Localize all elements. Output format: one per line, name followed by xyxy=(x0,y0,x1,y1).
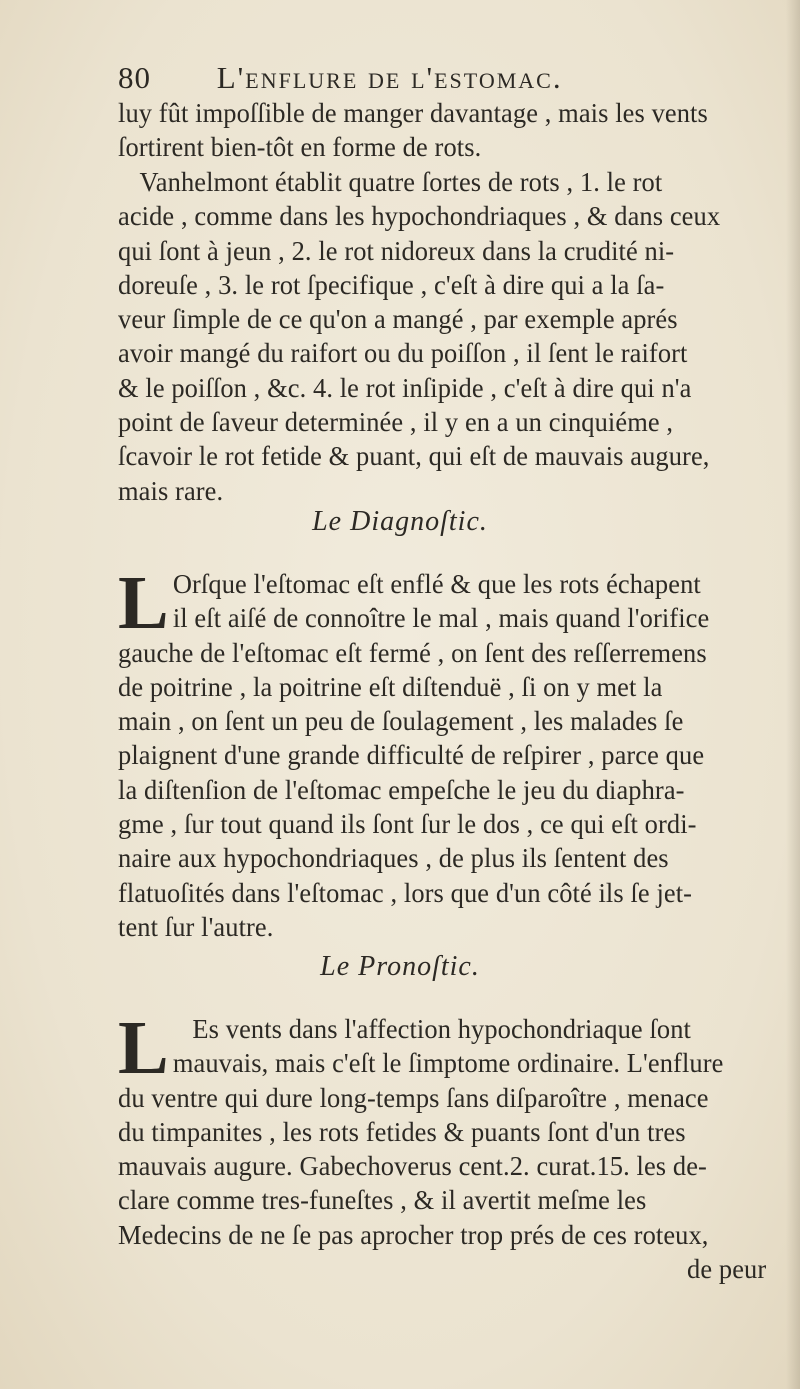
text-line: mauvais augure. Gabechoverus cent.2. curat.15. les de- xyxy=(118,1151,707,1182)
paragraph-continuation xyxy=(118,96,794,165)
text-line: mauvais, mais c'eſt le ſimptome ordinaire. L'enflure xyxy=(172,1048,724,1079)
drop-cap: L xyxy=(118,1006,169,1090)
text-line: & le poiſſon , &c. 4. le rot inſipide , c'eſt à dire qui n'a xyxy=(118,372,692,403)
text-line: main , on ſent un peu de ſoulagement , les malades ſe xyxy=(118,706,684,737)
text-line: Vanhelmont établit quatre ſortes de rots , 1. le rot xyxy=(139,167,663,197)
running-head xyxy=(118,58,758,98)
catchword: de peur xyxy=(687,1254,767,1285)
section-heading-diagnostic: Le Diagnoſtic. xyxy=(312,506,488,537)
text-line: naire aux hypochondriaques , de plus ils ſentent des xyxy=(118,843,669,874)
text-line: Es vents dans l'affection hypochondriaque ſont xyxy=(192,1014,691,1044)
text-line: clare comme tres-funeſtes , & il avertit meſme les xyxy=(118,1185,647,1216)
drop-cap: L xyxy=(118,561,169,645)
paragraph-rots xyxy=(118,165,794,508)
text-line: ſcavoir le rot fetide & puant, qui eſt de mauvais augure, xyxy=(118,441,710,472)
text-line: acide , comme dans les hypochondriaques , & dans ceux xyxy=(118,201,721,232)
text-line: il eſt aiſé de connoître le mal , mais quand l'orifice xyxy=(172,603,710,634)
text-line: ſortirent bien-tôt en forme de rots. xyxy=(118,132,482,163)
section-prognostic xyxy=(118,1006,794,1286)
text-line: tent ſur l'autre. xyxy=(118,911,274,942)
section-heading-prognostic: Le Pronoſtic. xyxy=(320,951,480,982)
text-line: doreuſe , 3. le rot ſpecifique , c'eſt à dire qui a la ſa- xyxy=(118,269,665,300)
text-line: gme , ſur tout quand ils ſont ſur le dos , ce qui eſt ordi- xyxy=(118,809,697,840)
text-line: mais rare. xyxy=(118,475,224,506)
text-line: la diſtenſion de l'eſtomac empeſche le jeu du diaphra- xyxy=(118,774,685,805)
text-line: avoir mangé du raifort ou du poiſſon , il ſent le raifort xyxy=(118,338,688,369)
running-title: L'enflure de l'estomac. xyxy=(216,60,563,95)
text-line: du ventre qui dure long-temps ſans diſparoître , menace xyxy=(118,1082,709,1113)
text-line: flatuoſités dans l'eſtomac , lors que d'un côté ils ſe jet- xyxy=(118,877,693,908)
text-line: point de ſaveur determinée , il y en a un cinquiéme , xyxy=(118,407,674,438)
text-line: de poitrine , la poitrine eſt diſtenduë , ſi on y met la xyxy=(118,671,663,702)
page-number: 80 xyxy=(118,60,151,95)
text-line: Medecins de ne ſe pas aprocher trop prés de ces roteux, xyxy=(118,1219,709,1250)
text-line: Orſque l'eſtomac eſt enflé & que les rots échapent xyxy=(172,569,701,599)
text-line: veur ſimple de ce qu'on a mangé , par exemple aprés xyxy=(118,304,678,335)
text-line: gauche de l'eſtomac eſt fermé , on ſent des reſſerremens xyxy=(118,637,707,668)
text-line: du timpanites , les rots fetides & puants ſont d'un tres xyxy=(118,1116,686,1147)
section-diagnostic xyxy=(118,561,794,944)
text-line: qui ſont à jeun , 2. le rot nidoreux dans la crudité ni- xyxy=(118,235,675,266)
text-line: luy fût impoſſible de manger davantage , mais les vents xyxy=(118,98,708,128)
text-line: plaignent d'une grande difficulté de reſpirer , parce que xyxy=(118,740,705,771)
